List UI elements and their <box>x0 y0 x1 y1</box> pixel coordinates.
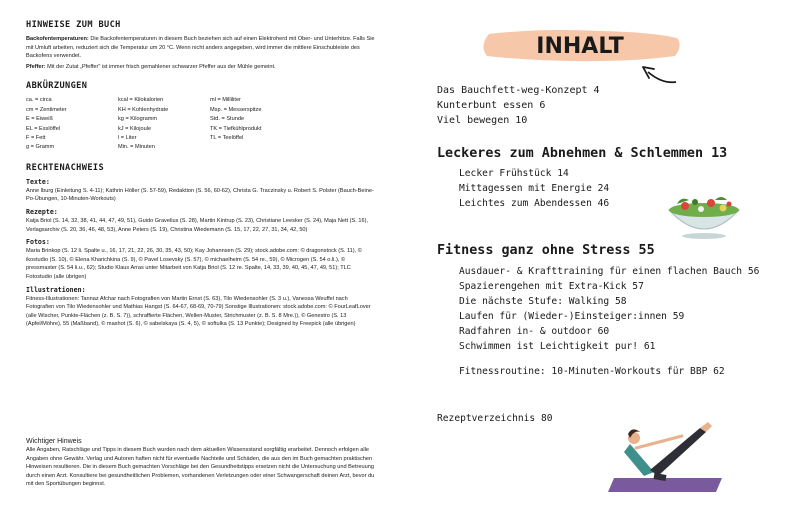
abbr-item: kcal = Kilokalorien <box>118 97 164 104</box>
toc-page: 59 <box>672 311 685 322</box>
toc-section-1[interactable] <box>437 146 727 161</box>
toc-label: Schwimmen ist Leichtigkeit pur! <box>459 341 639 352</box>
abbr-item: KH = Kohlenhydrate <box>118 106 169 113</box>
toc-section-1-item[interactable] <box>459 168 569 179</box>
toc-page: 14 <box>557 168 569 179</box>
toc-page: 60 <box>597 326 610 337</box>
salad-bowl-icon <box>663 192 745 240</box>
hinweise-title: HINWEISE ZUM BUCH <box>26 20 121 30</box>
toc-intro-item[interactable] <box>437 100 545 111</box>
toc-label: Fitnessroutine: 10-Minuten-Workouts für BBP <box>459 366 708 377</box>
abbr-item: cm = Zentimeter <box>26 106 67 113</box>
toc-label: Die nächste Stufe: Walking <box>459 296 610 307</box>
toc-label: Ausdauer- & Krafttraining für einen flachen Bauch <box>459 266 743 277</box>
toc-section-1-item[interactable] <box>459 183 609 194</box>
rezepte-text: Katja Briol (S. 14, 32, 38, 41, 44, 47, 49, 51), Guido Gravelius (S. 28), Martin Kintrup (S. 23), Christiane Leesker (S. 24), Maja Nett (S. 16), Verlagsarchiv (S. 20, 36, 46, 48, 53), Anne Peters (S. 19), Christina Wiedemann (S. 15, 17, 22, 27, 31, 34, 42, 50) <box>26 218 368 233</box>
toc-section-2-item[interactable] <box>459 296 627 307</box>
toc-section-2[interactable] <box>437 243 655 258</box>
rezepte-label: Rezepte: <box>26 208 58 216</box>
toc-page: 24 <box>597 183 610 194</box>
abbr-item: kJ = Kilojoule <box>118 125 152 132</box>
illu-label: Illustrationen: <box>26 285 86 294</box>
inhalt-title: INHALT <box>536 34 624 59</box>
wichtig-text: Alle Angaben, Ratschläge und Tipps in diesem Buch wurden nach dem aktuellen Wissensstand sorgfältig erarbeitet. Dennoch erfolgen alle Angaben ohne Gewähr. Verlag und Autoren haften nicht für eventuelle Nachteile und Schäden, die aus den im Buch gemachten praktischen Hinweisen resultieren. Die in diesem Buch gemachten Vorschläge bei den Gesundheitstipps ersetzen nicht die Untersuchung und Betreuung durch einen Arzt. Konsultiere bei gesundheitlichen Problemen, vorhandenen Verletzungen oder einer Schwangerschaft deinen Arzt, bevor du mit den Sportübungen beginnst. <box>26 447 375 488</box>
toc-label: Rezeptverzeichnis <box>437 413 536 424</box>
pfeffer-paragraph <box>26 63 376 72</box>
abbr-item: ml = Milliliter <box>210 97 241 104</box>
toc-label: Mittagessen mit Energie <box>459 183 592 194</box>
abbr-item: Std. = Stunde <box>210 116 245 123</box>
abbr-item: l = Liter <box>118 135 137 141</box>
abkuerzungen-title: ABKÜRZUNGEN <box>26 81 88 92</box>
abbr-item: E = Eiweiß <box>26 116 53 123</box>
texte-text: Anne Iburg (Einleitung S. 4-11); Kathrin Höller (S. 57-59), Redaktion (S. 56, 60-62), Christa G. Traczinsky u. Robert S. Polster (Bauch-Beine-Po-Übungen, 10-Minuten-Workouts) <box>26 187 374 203</box>
fotos-text: Maria Brinkop (S. 12 li. Spalte u., 16, 17, 21, 22, 26, 30, 35, 43, 50); Kay Johannsen (S. 29); stock.adobe.com: © dragonstock (S. 11), © ikostudio (S. 10), © Elena Kharichkina (S. 9), © Pavel Losevsky (S. 57), © michaelheim (S. 54 re., 59), © Microgen (S. 54 o.li.), © pressmaster (S. 54 li.u., 62); Studio Klaus Arras unter Mitarbeit von Katja Briol (S. 12 re. Spalte, 14, 33, 39, 40, 45, 47, 49, 51); TLC Fotostudio (alle übrigen) <box>26 248 362 280</box>
rechte-title: RECHTENACHWEIS <box>26 162 105 173</box>
toc-label: Radfahren in- & outdoor <box>459 326 592 337</box>
toc-page: 13 <box>711 146 728 161</box>
toc-page: 61 <box>643 341 656 352</box>
toc-section-2-item[interactable] <box>459 341 655 352</box>
abbr-item <box>210 143 302 152</box>
toc-page: 55 <box>638 243 655 258</box>
abbr-item: Msp. = Messerspitze <box>210 106 262 113</box>
fotos-label: Fotos: <box>26 238 50 247</box>
wichtiger-hinweis <box>26 438 376 489</box>
toc-label: Lecker Frühstück <box>459 168 552 179</box>
toc-page: 80 <box>540 413 553 424</box>
abbr-item: TL = Teelöffel <box>210 135 244 141</box>
toc-label: Laufen für (Wieder-)Einsteiger:innen <box>459 311 667 322</box>
left-page <box>26 20 376 329</box>
toc-section-2-item[interactable] <box>459 281 644 292</box>
arrow-icon <box>640 64 680 86</box>
fitness-woman-icon <box>604 418 730 494</box>
toc-section-2-item[interactable] <box>459 266 759 277</box>
toc-page: 58 <box>614 296 627 307</box>
abbr-item: TK = Tiefkühlprodukt <box>210 125 262 132</box>
toc-section-1-item[interactable] <box>459 198 609 209</box>
toc-label: Das Bauchfett-weg-Konzept <box>437 85 588 96</box>
wichtig-title: Wichtiger Hinweis <box>26 438 82 445</box>
toc-page: 46 <box>597 198 610 209</box>
toc-label: Kunterbunt essen <box>437 100 534 111</box>
abbr-item: Min. = Minuten <box>118 144 155 151</box>
toc-label: Leckeres zum Abnehmen & Schlemmen <box>437 146 704 161</box>
abbr-item: ca. = circa <box>26 97 52 104</box>
toc-page: 4 <box>593 85 600 96</box>
abbr-item: F = Fett <box>26 135 46 141</box>
toc-page: 57 <box>632 281 644 292</box>
backofen-label: Backofentemperaturen: <box>26 36 89 42</box>
inhalt-banner <box>481 28 683 64</box>
abkuerzungen-table <box>26 96 376 152</box>
toc-page: 56 <box>747 266 760 277</box>
abbr-item: kg = Kilogramm <box>118 116 158 123</box>
texte-label: Texte: <box>26 177 50 186</box>
toc-intro-item[interactable] <box>437 115 527 126</box>
pfeffer-label: Pfeffer: <box>26 63 46 70</box>
toc-page: 62 <box>713 366 725 377</box>
backofen-text: Die Backofentemperaturen in diesem Buch beziehen sich auf einen Elektroherd mit Ober- und Unterhitze. Falls Sie mit Umluft arbeiten, reduziert sich die Temperatur um 20 °C. Wenn nicht anders angegeben, wird immer die mittlere Einschubleiste des Backofens verwendet. <box>26 36 375 60</box>
toc-intro-item[interactable] <box>437 85 600 96</box>
toc-page: 6 <box>539 100 546 111</box>
toc-rezepte[interactable] <box>437 413 553 424</box>
toc-section-2-item[interactable] <box>459 311 684 322</box>
illu-text: Fitness-Illustrationen: Tannaz Afchar nach Fotografien von Martin Ernst (S. 63), Tilo Wiedensohler (S. 3 u.), Vanessa Weuffel nach Fotografien von Tilo Wiedensohler und Mathias Hangst (S. 64-67, 68-69, 70-79) Sonstige Illustrationen: stock.adobe.com: © FourLeafLover (alle Wischer, Punkte-Flächen (z. B. S. 7)), schraffierte Flächen, Wellen-Muster, Strichmuster (z. B. S. 8 Mre.)), © Genestro (S. 13 (Apfel/Möhre), 55 (Maßband), © mashot (S. 6), © sabelskaya (S. 4, 5), © softulka (S. 13 Punkte); Designed by Freepick (alle übrigen) <box>26 295 371 328</box>
toc-label: Spazierengehen mit Extra-Kick <box>459 281 627 292</box>
toc-page: 10 <box>515 115 528 126</box>
toc-section-2-item[interactable] <box>459 326 609 337</box>
toc-label: Leichtes zum Abendessen <box>459 198 592 209</box>
toc-label: Fitness ganz ohne Stress <box>437 243 631 258</box>
toc-label: Viel bewegen <box>437 115 510 126</box>
backofen-paragraph <box>26 35 376 61</box>
toc-routine[interactable] <box>459 366 725 377</box>
abbr-item: EL = Esslöffel <box>26 125 61 132</box>
abbr-item: g = Gramm <box>26 144 55 151</box>
pfeffer-text: Mit der Zutat „Pfeffer" ist immer frisch gemahlener schwarzer Pfeffer aus der Mühle gemeint. <box>47 63 276 70</box>
